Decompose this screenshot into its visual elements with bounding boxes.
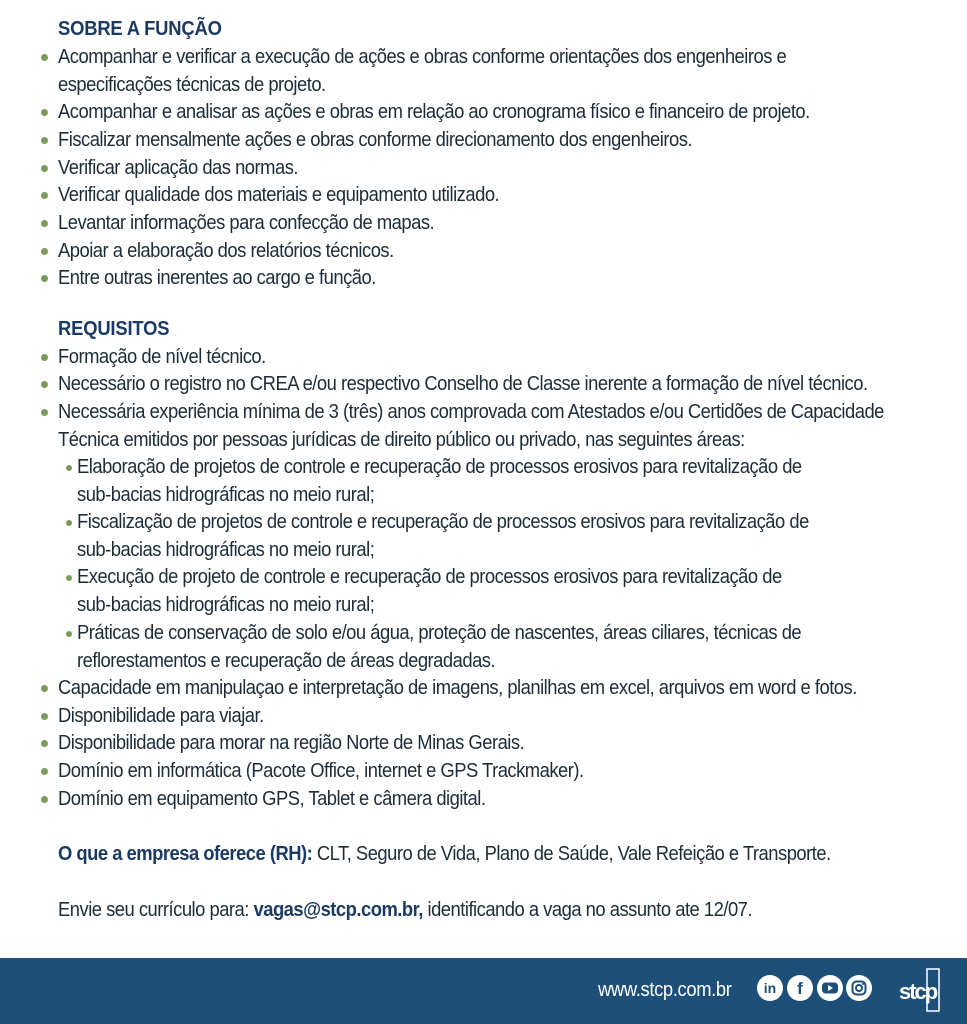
list-item: Capacidade em manipulaçao e interpretação de imagens, planilhas em excel, arquivos em word e fotos. (58, 677, 857, 699)
list-item-continuation: Técnica emitidos por pessoas jurídicas de direito público ou privado, nas seguintes áreas: (58, 429, 745, 451)
list-item: Entre outras inerentes ao cargo e função. (58, 267, 376, 289)
benefits-label: O que a empresa oferece (RH): (58, 843, 313, 865)
sub-list-item-continuation: sub-bacias hidrográficas no meio rural; (77, 539, 375, 561)
sub-list-item: Fiscalização de projetos de controle e recuperação de processos erosivos para revitalização de (77, 511, 809, 533)
list-item: Levantar informações para confecção de mapas. (58, 212, 435, 234)
sub-bullet (66, 465, 72, 471)
list-item: Acompanhar e verificar a execução de ações e obras conforme orientações dos engenheiros e (58, 46, 787, 68)
sub-bullet (66, 520, 72, 526)
bullet (41, 740, 48, 747)
list-item-continuation: especificações técnicas de projeto. (58, 74, 326, 96)
list-item: Verificar qualidade dos materiais e equipamento utilizado. (58, 184, 500, 206)
bullet (41, 248, 48, 255)
footer-bar (0, 958, 967, 1024)
sub-list-item-continuation: reflorestamentos e recuperação de áreas degradadas. (77, 650, 496, 672)
youtube-icon[interactable] (817, 975, 843, 1001)
bullet (41, 381, 48, 388)
list-item: Disponibilidade para viajar. (58, 705, 264, 727)
bullet (41, 409, 48, 416)
bullet (41, 796, 48, 803)
list-item: Acompanhar e analisar as ações e obras em relação ao cronograma físico e financeiro de projeto. (58, 101, 810, 123)
apply-suffix: identificando a vaga no assunto ate 12/07. (422, 899, 753, 921)
sub-list-item-continuation: sub-bacias hidrográficas no meio rural; (77, 594, 375, 616)
benefits-line (58, 840, 831, 868)
list-item: Domínio em informática (Pacote Office, internet e GPS Trackmaker). (58, 760, 584, 782)
facebook-icon[interactable] (787, 975, 813, 1001)
sub-list-item: Elaboração de projetos de controle e recuperação de processos erosivos para revitalização de (77, 456, 802, 478)
linkedin-icon[interactable] (757, 975, 783, 1001)
list-item: Fiscalizar mensalmente ações e obras conforme direcionamento dos engenheiros. (58, 129, 693, 151)
sub-bullet (66, 631, 72, 637)
bullet (41, 685, 48, 692)
list-item: Formação de nível técnico. (58, 346, 266, 368)
bullet (41, 768, 48, 775)
sub-list-item-continuation: sub-bacias hidrográficas no meio rural; (77, 484, 375, 506)
list-item: Necessário o registro no CREA e/ou respectivo Conselho de Classe inerente a formação de nível técnico. (58, 373, 868, 395)
logo-text: stcp (899, 979, 937, 1004)
bullet (41, 109, 48, 116)
sub-list-item: Execução de projeto de controle e recuperação de processos erosivos para revitalização de (77, 566, 782, 588)
bullet (41, 192, 48, 199)
list-item: Verificar aplicação das normas. (58, 157, 299, 179)
sub-bullet (66, 575, 72, 581)
bullet (41, 137, 48, 144)
footer-website-link[interactable]: www.stcp.com.br (598, 979, 732, 1001)
list-item: Domínio em equipamento GPS, Tablet e câmera digital. (58, 788, 486, 810)
bullet (41, 54, 48, 61)
bullet (41, 220, 48, 227)
apply-line (58, 896, 752, 924)
benefits-text: CLT, Seguro de Vida, Plano de Saúde, Vale Refeição e Transporte. (312, 843, 831, 865)
apply-prefix: Envie seu currículo para: (58, 899, 254, 921)
list-item: Disponibilidade para morar na região Norte de Minas Gerais. (58, 732, 525, 754)
sub-list-item: Práticas de conservação de solo e/ou água, proteção de nascentes, áreas ciliares, técnicas de (77, 622, 802, 644)
bullet (41, 354, 48, 361)
section-title-sobre: SOBRE A FUNÇÃO (58, 18, 222, 40)
bullet (41, 275, 48, 282)
apply-email[interactable]: vagas@stcp.com.br, (253, 899, 423, 921)
stcp-logo (896, 966, 944, 1014)
list-item: Apoiar a elaboração dos relatórios técnicos. (58, 240, 394, 262)
bullet (41, 165, 48, 172)
bullet (41, 713, 48, 720)
section-title-requisitos: REQUISITOS (58, 318, 170, 340)
instagram-icon[interactable] (846, 975, 872, 1001)
svg-text:f: f (797, 979, 803, 998)
list-item: Necessária experiência mínima de 3 (três) anos comprovada com Atestados e/ou Certidões de Capacidade (58, 401, 884, 423)
svg-text:in: in (763, 980, 777, 996)
